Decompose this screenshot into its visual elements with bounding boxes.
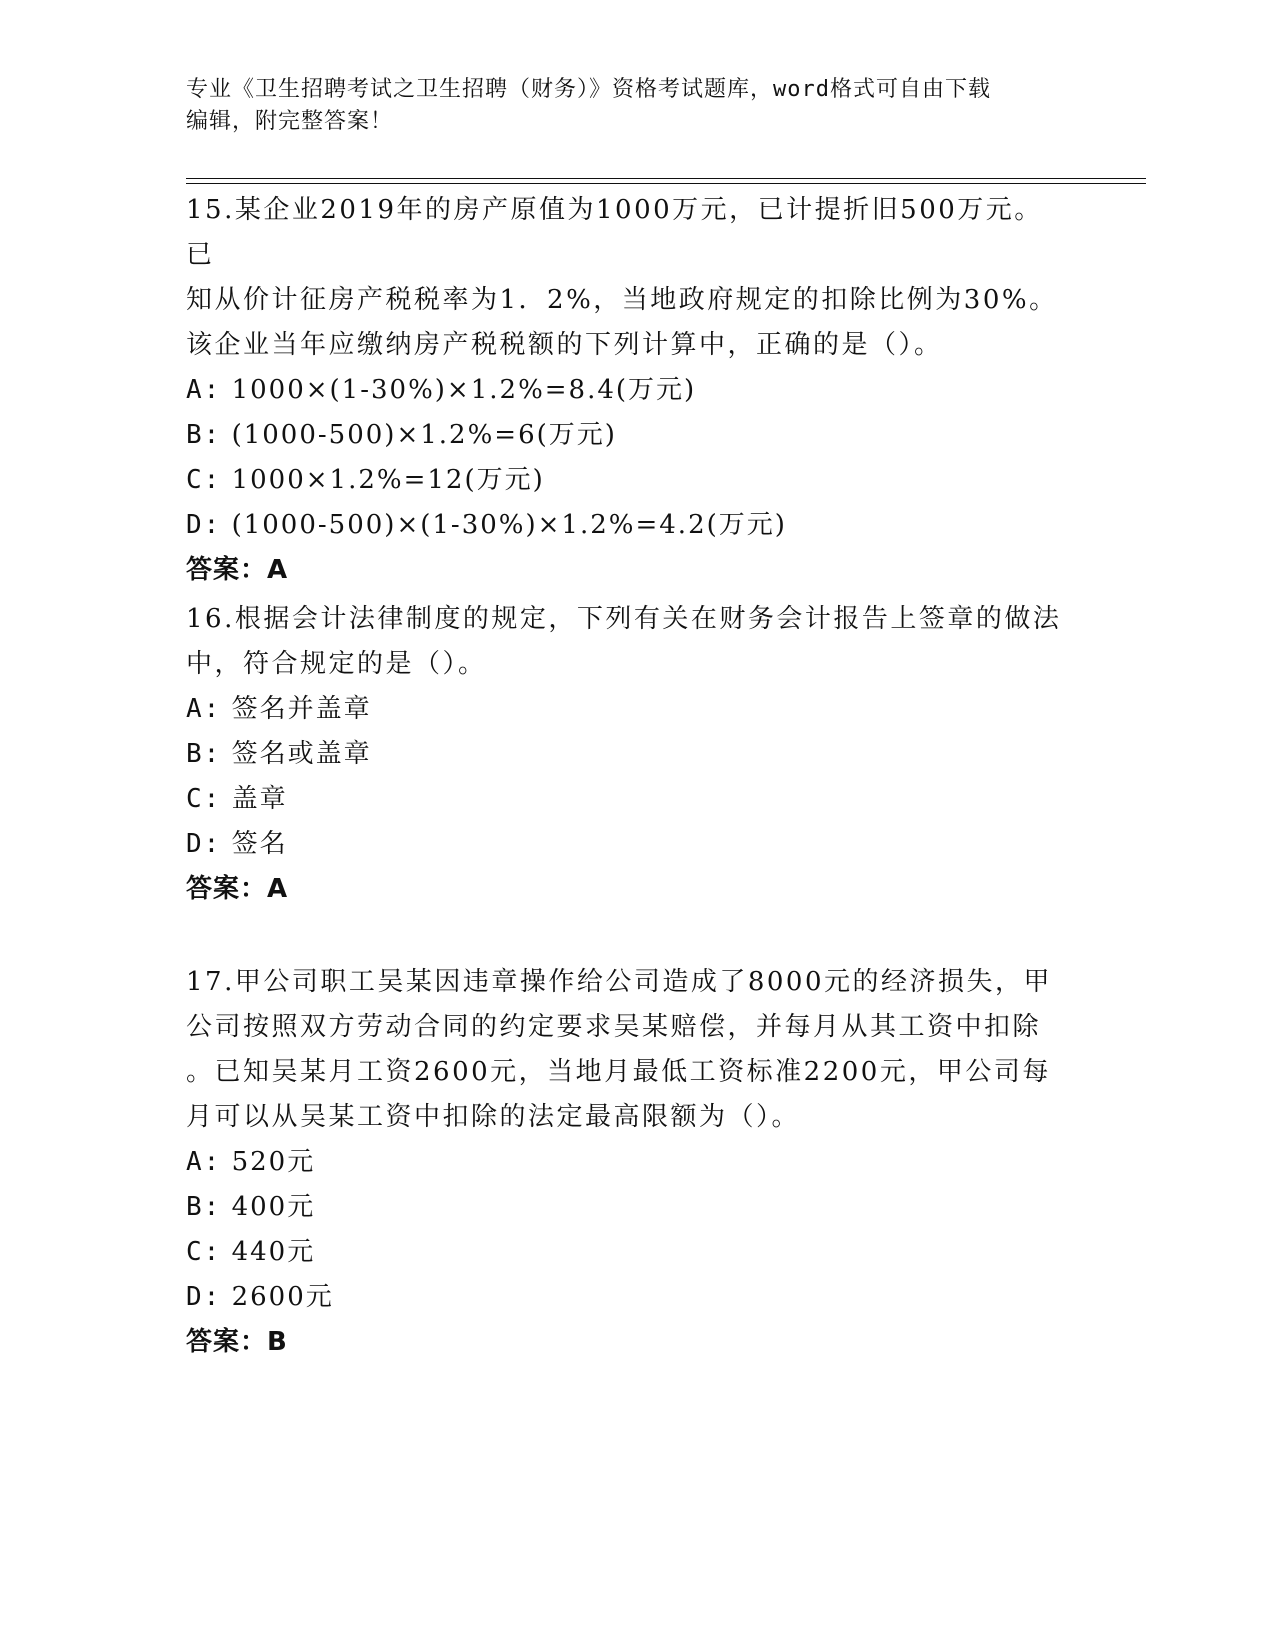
- option-d: [186, 822, 1066, 867]
- question-line: 中，符合规定的是（）。: [186, 649, 487, 679]
- option-d: [186, 503, 1066, 548]
- question-line: 17.甲公司职工吴某因违章操作给公司造成了8000元的经济损失，甲: [186, 967, 1053, 997]
- option-letter: C:: [186, 465, 222, 495]
- question-line: 月可以从吴某工资中扣除的法定最高限额为（）。: [186, 1102, 801, 1132]
- question-15: [186, 188, 1066, 593]
- question-line: 知从价计征房产税税率为1．2%，当地政府规定的扣除比例为30%。: [186, 285, 1058, 315]
- option-c: [186, 777, 1066, 822]
- option-text: 440元: [231, 1237, 316, 1267]
- option-text: 1000×1.2%=12(万元): [231, 465, 545, 495]
- header-divider-bottom: [186, 183, 1146, 184]
- option-text: 400元: [231, 1192, 316, 1222]
- option-letter: B:: [186, 1192, 222, 1222]
- option-letter: B:: [186, 420, 222, 450]
- header-line-2: 编辑，附完整答案！: [186, 109, 394, 134]
- question-line: 16.根据会计法律制度的规定，下列有关在财务会计报告上签章的做法: [186, 604, 1062, 634]
- option-text: 1000×(1-30%)×1.2%=8.4(万元): [231, 375, 697, 405]
- option-b: [186, 413, 1066, 458]
- option-b: [186, 732, 1066, 777]
- option-b: [186, 1185, 1066, 1230]
- question-line: 该企业当年应缴纳房产税税额的下列计算中，正确的是（）。: [186, 330, 943, 360]
- option-text: (1000-500)×1.2%=6(万元): [231, 420, 617, 450]
- option-letter: D:: [186, 1282, 222, 1312]
- option-letter: A:: [186, 694, 222, 724]
- option-text: 520元: [231, 1147, 316, 1177]
- answer-label: 答案：B: [186, 1327, 288, 1357]
- option-a: [186, 368, 1066, 413]
- option-text: 签名或盖章: [231, 739, 372, 769]
- answer-label: 答案：A: [186, 555, 289, 585]
- answer-label: 答案：A: [186, 874, 289, 904]
- option-letter: B:: [186, 739, 222, 769]
- question-stem: [186, 597, 1066, 687]
- option-d: [186, 1275, 1066, 1320]
- question-line: 15.某企业2019年的房产原值为1000万元，已计提折旧500万元。已: [186, 195, 1043, 270]
- option-letter: A:: [186, 375, 222, 405]
- question-stem: [186, 188, 1066, 368]
- option-text: 签名: [231, 829, 288, 859]
- option-letter: D:: [186, 829, 222, 859]
- option-c: [186, 1230, 1066, 1275]
- document-header: [186, 74, 1086, 138]
- option-a: [186, 687, 1066, 732]
- option-text: 2600元: [231, 1282, 334, 1312]
- header-divider-top: [186, 178, 1146, 179]
- option-letter: C:: [186, 784, 222, 814]
- option-text: (1000-500)×(1-30%)×1.2%=4.2(万元): [231, 510, 787, 540]
- question-line: 。已知吴某月工资2600元，当地月最低工资标准2200元，甲公司每: [186, 1057, 1051, 1087]
- option-letter: D:: [186, 510, 222, 540]
- question-17: [186, 960, 1066, 1365]
- question-line: 公司按照双方劳动合同的约定要求吴某赔偿，并每月从其工资中扣除: [186, 1012, 1042, 1042]
- option-letter: A:: [186, 1147, 222, 1177]
- option-text: 盖章: [231, 784, 288, 814]
- option-c: [186, 458, 1066, 503]
- option-text: 签名并盖章: [231, 694, 372, 724]
- question-stem: [186, 960, 1066, 1140]
- header-line-1: 专业《卫生招聘考试之卫生招聘（财务）》资格考试题库，word格式可自由下载: [186, 77, 991, 102]
- option-a: [186, 1140, 1066, 1185]
- question-16: [186, 597, 1066, 912]
- option-letter: C:: [186, 1237, 222, 1267]
